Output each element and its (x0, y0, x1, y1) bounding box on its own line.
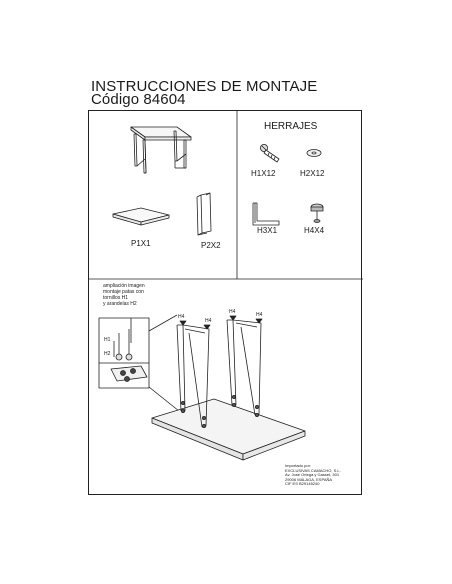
detail-callout-h2: H2 (104, 351, 111, 357)
detail-magnifier (99, 315, 179, 411)
hardware-label-h2: H2X12 (300, 169, 325, 178)
importer-line: 29006 MÁLAGA, ESPAÑA (285, 476, 333, 482)
assembly-note (103, 283, 145, 307)
assembly-note-line: ampliación imagen (103, 283, 145, 289)
part-label-p1: P1X1 (131, 239, 151, 248)
hardware-label-h1: H1X12 (251, 169, 276, 178)
product-code: Código 84604 (91, 91, 186, 108)
washer-icon (307, 150, 321, 157)
h4-arrows (180, 316, 262, 329)
importer-line: EXCLUSIVAS CAMACHO, S.L. (285, 467, 341, 473)
instruction-sheet (88, 110, 362, 495)
hardware-label-h4: H4X4 (304, 226, 325, 235)
assembled-table-icon (131, 127, 191, 173)
importer-info (285, 464, 341, 487)
hardware-label-h3: H3X1 (257, 226, 278, 235)
importer-line: CIF ES B29145240 (285, 481, 320, 487)
allen-key-icon (253, 203, 279, 225)
leveling-foot-icon (311, 204, 323, 223)
importer-line: Av. José Ortega y Gasset, 301 (285, 472, 340, 478)
screw-icon (260, 144, 279, 162)
hardware-heading: HERRAJES (264, 121, 318, 132)
importer-line: Importado por: (285, 463, 312, 468)
h4-label-3: H4 (229, 309, 236, 315)
leg-frame-2 (227, 320, 261, 415)
h4-label-4: H4 (256, 312, 263, 318)
assembly-note-line: y arandelas H2 (103, 301, 137, 307)
table-top-icon (113, 208, 169, 225)
assembly-note-line: montaje patas con (103, 289, 144, 295)
leg-frame-icon (197, 193, 211, 235)
document-title: INSTRUCCIONES DE MONTAJE (91, 78, 318, 95)
h4-label-2: H4 (205, 318, 212, 324)
h4-label-1: H4 (178, 314, 185, 320)
detail-callout-h1: H1 (104, 337, 111, 343)
assembly-note-line: tornillos H1 (103, 295, 129, 301)
part-label-p2: P2X2 (201, 241, 221, 250)
